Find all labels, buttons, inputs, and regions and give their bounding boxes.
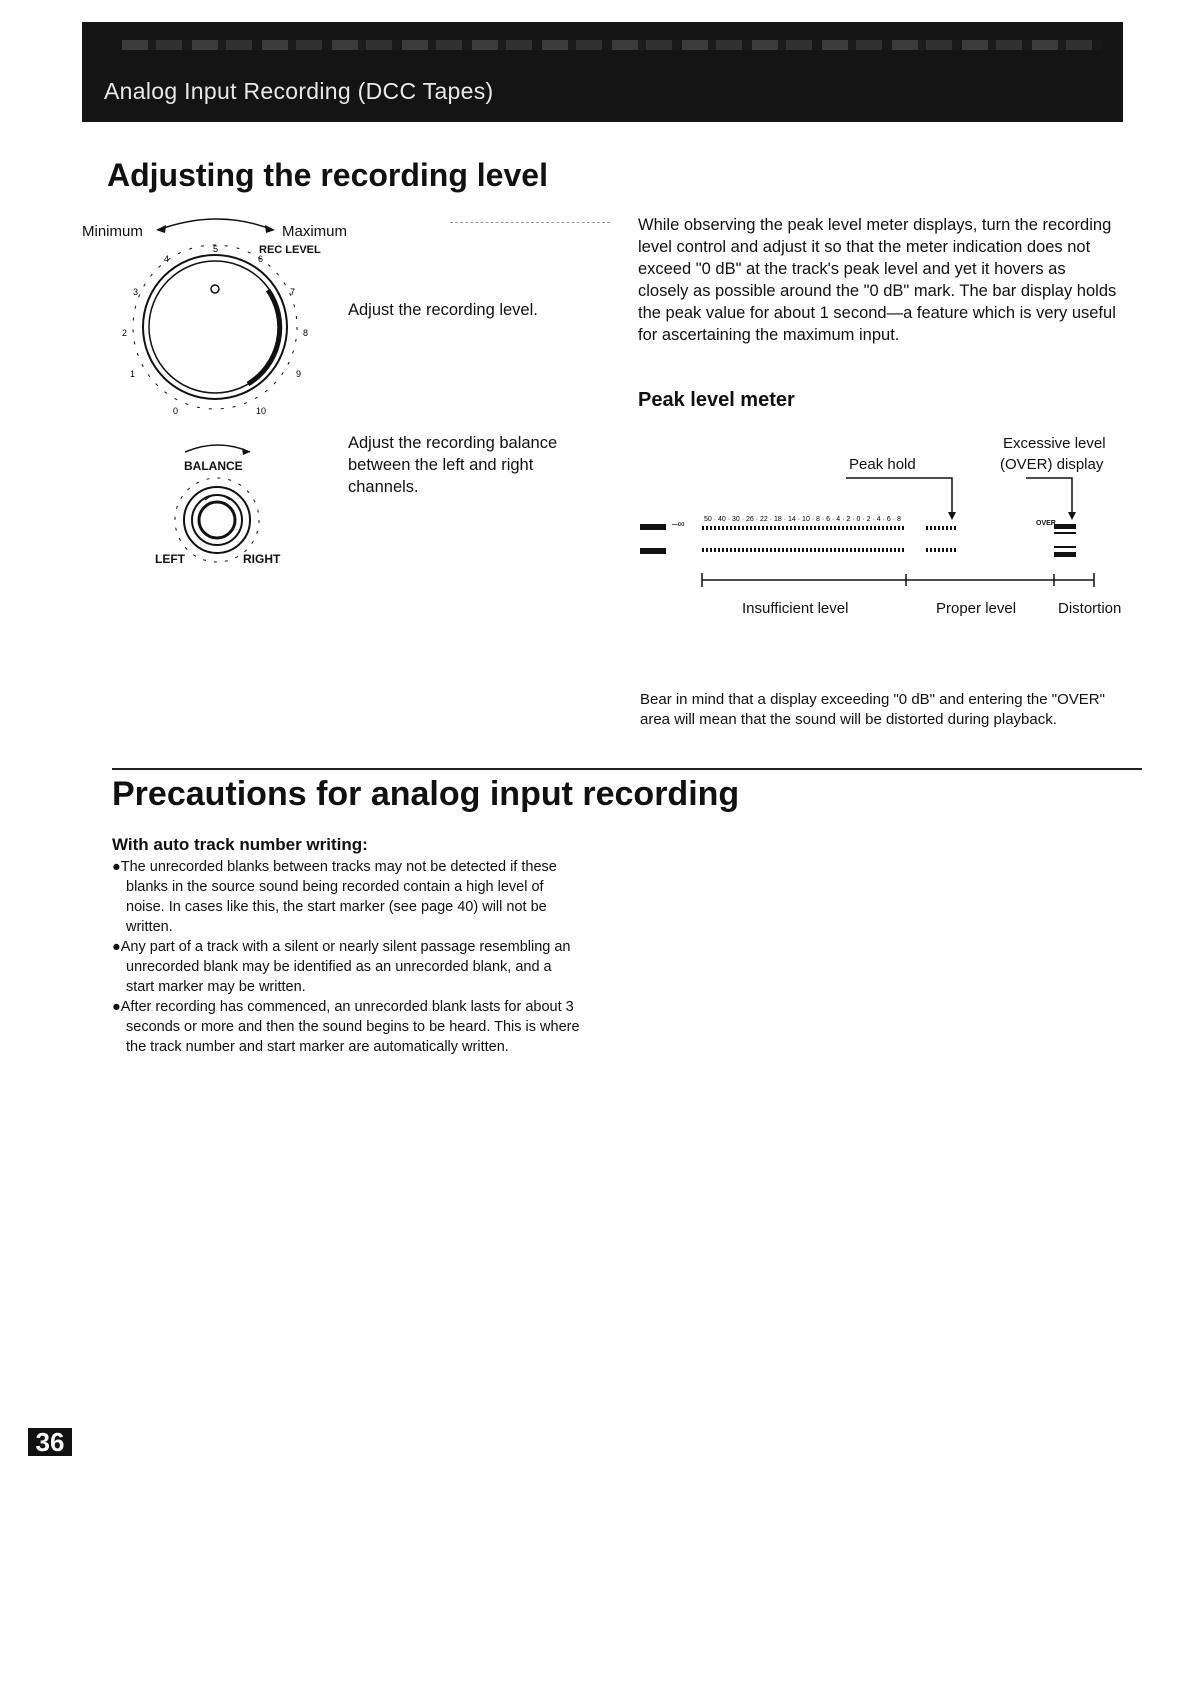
balance-label: BALANCE bbox=[184, 459, 243, 473]
precautions-list bbox=[112, 857, 582, 1057]
heading-precautions: Precautions for analog input recording bbox=[112, 775, 740, 813]
precautions-subheading: With auto track number writing: bbox=[112, 835, 368, 854]
peak-hold-label: Peak hold bbox=[849, 456, 916, 473]
svg-text:5: 5 bbox=[213, 244, 219, 254]
peak-level-meter-diagram bbox=[636, 476, 1106, 596]
svg-text:2: 2 bbox=[122, 328, 128, 338]
excessive-label-2: (OVER) display bbox=[1000, 456, 1104, 473]
section-divider bbox=[112, 768, 1142, 770]
page-number: 36 bbox=[28, 1428, 72, 1456]
section-banner bbox=[82, 22, 1123, 122]
svg-text:3: 3 bbox=[133, 287, 139, 297]
level-description: While observing the peak level meter displays, turn the recording level control and adjust it so that the meter indication does not exceed "0 dB" at the track's peak level and yet it hovers as closely as possible around the "0 dB" mark. The bar display holds the peak value for about 1 second—a feature which is very useful for ascertaining the maximum input. bbox=[638, 216, 1117, 344]
svg-text:9: 9 bbox=[296, 369, 302, 379]
svg-text:0: 0 bbox=[173, 406, 179, 416]
section-title: Analog Input Recording (DCC Tapes) bbox=[104, 78, 494, 104]
svg-text:6: 6 bbox=[258, 254, 264, 264]
svg-text:–∞: –∞ bbox=[672, 519, 685, 530]
zone-proper-label: Proper level bbox=[936, 600, 1017, 617]
distortion-note: Bear in mind that a display exceeding "0 dB" and entering the "OVER" area will mean that the sound will be distorted during playback. bbox=[640, 691, 1105, 728]
list-item: ●The unrecorded blanks between tracks may not be detected if these blanks in the source sound being recorded contain a high level of noise. In cases like this, the start marker (see page 40) will not be written. bbox=[112, 859, 557, 935]
excessive-label-1: Excessive level bbox=[1003, 435, 1106, 452]
balance-right-label: RIGHT bbox=[243, 552, 281, 566]
peak-meter-heading: Peak level meter bbox=[638, 389, 795, 411]
list-item: ●After recording has commenced, an unrecorded blank lasts for about 3 seconds or more and then the sound begins to be heard. This is where the track number and start marker are automatically written. bbox=[112, 999, 580, 1055]
zone-insufficient-label: Insufficient level bbox=[742, 600, 849, 617]
svg-text:8: 8 bbox=[303, 328, 309, 338]
rec-level-knob-icon bbox=[108, 212, 338, 422]
knob-minimum-label: Minimum bbox=[82, 223, 143, 240]
svg-text:1: 1 bbox=[130, 369, 136, 379]
zone-distortion-label: Distortion bbox=[1058, 600, 1122, 617]
step-adjust-level: Adjust the recording level. bbox=[348, 301, 538, 319]
balance-left-label: LEFT bbox=[155, 552, 185, 566]
svg-text:10: 10 bbox=[256, 406, 267, 416]
list-item: ●Any part of a track with a silent or nearly silent passage resembling an unrecorded blank may be identified as an unrecorded blank, and a start marker may be written. bbox=[112, 939, 571, 995]
banner-decoration bbox=[122, 40, 1102, 50]
over-tag: OVER bbox=[1036, 520, 1056, 527]
svg-text:50 · 40 · 30 · 26 · 22 · 18 ·: 50 · 40 · 30 · 26 · 22 · 18 · 14 · 10 · 8 · 6 · 4 · 2 · 0 · 2 · 4 · 6 · 8 bbox=[704, 516, 901, 523]
svg-text:4: 4 bbox=[164, 254, 170, 264]
heading-adjusting: Adjusting the recording level bbox=[107, 157, 548, 193]
knob-maximum-label: Maximum bbox=[282, 223, 348, 240]
dashed-divider bbox=[450, 222, 610, 223]
step-adjust-balance: Adjust the recording balance between the left and right channels. bbox=[348, 434, 558, 496]
svg-text:7: 7 bbox=[290, 287, 296, 297]
rec-level-label: REC LEVEL bbox=[259, 244, 321, 256]
